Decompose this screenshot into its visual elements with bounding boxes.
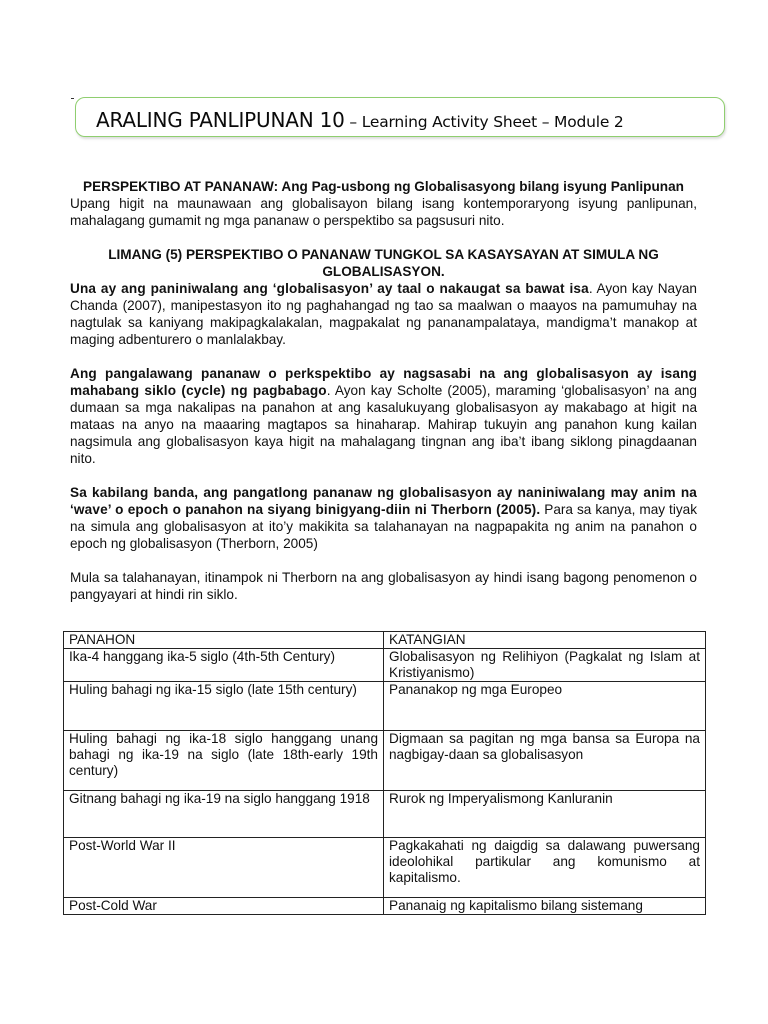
table-summary-text: Mula sa talahanayan, itinampok ni Therborn na ang globalisasyon ay hindi isang bagong penomenon o pangyayari at hindi rin siklo. bbox=[70, 570, 697, 602]
table-row bbox=[64, 682, 706, 731]
epochs-table bbox=[63, 631, 706, 915]
table-row bbox=[64, 731, 706, 791]
perspective-1-body: . Ayon kay Nayan Chanda (2007), manipestasyon ito ng paghahangad ng tao sa maalwan o maayos na pamumuhay na nagtulak sa kaniyang makipagkalakalan, magpakalat ng pananampalataya, mandigma’t manakop at maging adbenturero o manlalakbay. bbox=[70, 281, 697, 347]
table-row bbox=[64, 838, 706, 898]
perspectives-heading: LIMANG (5) PERSPEKTIBO O PANANAW TUNGKOL SA KASAYSAYAN AT SIMULA NG GLOBALISASYON. bbox=[108, 247, 659, 279]
perspective-paragraph-2 bbox=[70, 365, 697, 467]
perspective-3-body: Para sa kanya, may tiyak na simula ang globalisasyon at ito’y makikita sa talahanayan na nagpapakita ng anim na panahon o epoch ng globalisasyon (Therborn, 2005) bbox=[70, 502, 697, 551]
perspective-2-lead: Ang pangalawang pananaw o perkspektibo ay nagsasabi na ang globalisasyon ay isang mahabang siklo (cycle) ng pagbabago bbox=[70, 366, 697, 398]
table-row bbox=[64, 649, 706, 682]
perspective-3-lead: Sa kabilang banda, ang pangatlong pananaw ng globalisasyon ay naniniwalang may anim na ‘wave’ o epoch o panahon na siyang binigyang-diin ni Therborn (2005). bbox=[70, 485, 697, 517]
table-cell-panahon: Gitnang bahagi ng ika-19 na siglo hanggang 1918 bbox=[64, 791, 384, 838]
intro-paragraph: Upang higit na maunawaan ang globalisayon bilang isang kontemporaryong isyung panlipunan, mahalagang gumamit ng mga pananaw o perspektibo sa pagsusuri nito. bbox=[70, 196, 697, 228]
perspective-paragraph-3 bbox=[70, 484, 697, 552]
table-cell-katangian: Digmaan sa pagitan ng mga bansa sa Europa na nagbigay-daan sa globalisasyon bbox=[384, 731, 706, 791]
table-cell-panahon: Ika-4 hanggang ika-5 siglo (4th-5th Century) bbox=[64, 649, 384, 682]
table-header-katangian: KATANGIAN bbox=[384, 632, 706, 649]
perspective-2-body: . Ayon kay Scholte (2005), maraming ‘globalisasyon’ na ang dumaan sa mga nakalipas na panahon at ang kasalukuyang globalisasyon ay makabago at higit na mataas na anyo na maaaring magtapos sa hinaharap. Mahirap tukuyin ang panahon kung kailan nagsimula ang globalisasyon kaya higit na mahalagang tingnan ang iba’t ibang siklong pinagdaanan nito. bbox=[70, 383, 697, 466]
table-cell-katangian: Pagkakahati ng daigdig sa dalawang puwersang ideolohikal partikular ang komunismo at kapitalismo. bbox=[384, 838, 706, 898]
table-cell-panahon: Post-World War II bbox=[64, 838, 384, 898]
table-cell-panahon: Huling bahagi ng ika-18 siglo hanggang unang bahagi ng ika-19 na siglo (late 18th-early 19th century) bbox=[64, 731, 384, 791]
table-summary-paragraph bbox=[70, 569, 697, 603]
table-header-panahon: PANAHON bbox=[64, 632, 384, 649]
document-body bbox=[70, 178, 697, 603]
intro-heading: PERSPEKTIBO AT PANANAW: Ang Pag-usbong ng Globalisasyong bilang isyung Panlipunan bbox=[83, 179, 684, 194]
document-title-subtitle: – Learning Activity Sheet – Module 2 bbox=[344, 113, 624, 131]
table-cell-katangian: Globalisasyon ng Relihiyon (Pagkalat ng Islam at Kristiyanismo) bbox=[384, 649, 706, 682]
table-header-row bbox=[64, 632, 706, 649]
document-title bbox=[96, 108, 624, 132]
table-cell-katangian: Pananakop ng mga Europeo bbox=[384, 682, 706, 731]
table-cell-panahon: Post-Cold War bbox=[64, 898, 384, 915]
header-corner-mark bbox=[71, 98, 74, 99]
table-cell-katangian: Rurok ng Imperyalismong Kanluranin bbox=[384, 791, 706, 838]
table-cell-katangian: Pananaig ng kapitalismo bilang sistemang bbox=[384, 898, 706, 915]
table-row bbox=[64, 791, 706, 838]
document-title-main: ARALING PANLIPUNAN 10 bbox=[96, 108, 345, 132]
table-cell-panahon: Huling bahagi ng ika-15 siglo (late 15th century) bbox=[64, 682, 384, 731]
table-row bbox=[64, 898, 706, 915]
perspective-1-lead: Una ay ang paniniwalang ang ‘globalisasyon’ ay taal o nakaugat sa bawat isa bbox=[70, 281, 589, 296]
perspective-paragraph-1 bbox=[70, 280, 697, 348]
